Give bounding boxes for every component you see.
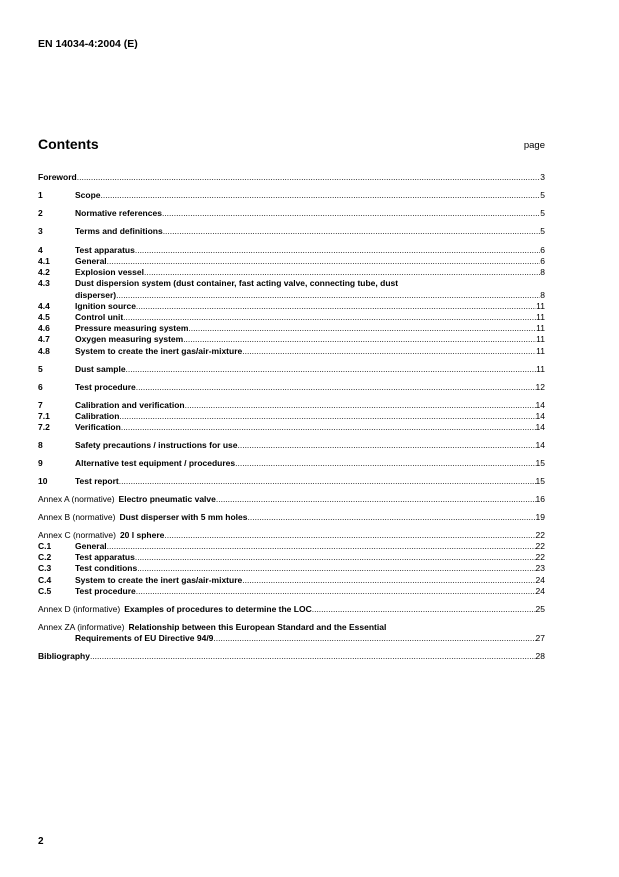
toc-entry-6[interactable] xyxy=(38,381,545,392)
toc-page: 22 xyxy=(535,552,545,563)
toc-number: 2 xyxy=(38,208,43,219)
toc-number: 9 xyxy=(38,457,43,468)
toc-label: System to create the inert gas/air-mixture xyxy=(75,574,243,585)
toc-page: 5 xyxy=(540,208,545,219)
toc-number: C.4 xyxy=(38,574,52,585)
toc-page: 16 xyxy=(535,493,545,504)
toc-page: 15 xyxy=(535,457,545,468)
toc-leader xyxy=(136,301,536,312)
toc-entry-4-4[interactable] xyxy=(38,301,545,312)
toc-entry-c-1[interactable] xyxy=(38,541,545,552)
toc-leader xyxy=(116,290,540,301)
toc-label: Pressure measuring system xyxy=(75,323,189,334)
toc-label: Dust dispersion system (dust container, fast acting valve, connecting tube, dust xyxy=(75,278,399,289)
toc-leader xyxy=(162,208,540,219)
toc-page: 5 xyxy=(540,226,545,237)
toc-leader xyxy=(144,267,540,278)
toc-label: Foreword xyxy=(38,172,77,183)
toc-label-continued: disperser) xyxy=(75,289,117,300)
contents-title: Contents xyxy=(38,136,99,152)
toc-leader xyxy=(123,312,536,323)
toc-label: Safety precautions / instructions for use xyxy=(75,439,238,450)
toc-label: 20 l sphere xyxy=(119,529,165,540)
toc-page: 25 xyxy=(535,603,545,614)
toc-number: 8 xyxy=(38,439,43,450)
toc-page: 11 xyxy=(536,334,545,345)
toc-page: 19 xyxy=(535,511,545,522)
toc-entry-5[interactable] xyxy=(38,363,545,374)
toc-number: 1 xyxy=(38,190,43,201)
toc-entry-4-7[interactable] xyxy=(38,334,545,345)
toc-page: 22 xyxy=(535,541,545,552)
toc-page: 14 xyxy=(535,439,545,450)
toc-entry-7-2[interactable] xyxy=(38,422,545,433)
toc-page: 22 xyxy=(535,529,545,540)
toc-page: 11 xyxy=(536,363,545,374)
toc-page: 3 xyxy=(540,172,545,183)
toc-label: Test apparatus xyxy=(75,244,135,255)
toc-annex-designation: Annex ZA (informative) xyxy=(38,621,125,632)
toc-leader xyxy=(164,530,535,541)
toc-number: C.1 xyxy=(38,541,52,552)
toc-label: Test procedure xyxy=(75,381,136,392)
toc-number: 4.1 xyxy=(38,256,50,267)
document-id: EN 14034-4:2004 (E) xyxy=(38,38,138,50)
toc-number: 10 xyxy=(38,475,48,486)
table-of-contents xyxy=(38,172,545,662)
toc-leader xyxy=(135,245,540,256)
toc-number: 6 xyxy=(38,381,43,392)
toc-number: 4.6 xyxy=(38,323,50,334)
toc-leader xyxy=(119,476,536,487)
toc-entry-annex-c[interactable] xyxy=(38,530,545,541)
toc-leader xyxy=(242,346,536,357)
toc-leader xyxy=(77,172,541,183)
toc-entry-7[interactable] xyxy=(38,399,545,410)
toc-label: Verification xyxy=(75,421,121,432)
toc-page: 11 xyxy=(536,345,545,356)
toc-page: 11 xyxy=(536,300,545,311)
toc-page: 24 xyxy=(535,585,545,596)
toc-label: Examples of procedures to determine the LOC xyxy=(124,603,312,614)
toc-entry-1[interactable] xyxy=(38,190,545,201)
toc-annex-designation: Annex A (normative) xyxy=(38,493,115,504)
toc-page: 14 xyxy=(535,421,545,432)
toc-leader xyxy=(126,364,537,375)
toc-entry-4-8[interactable] xyxy=(38,345,545,356)
toc-leader xyxy=(101,190,541,201)
toc-leader xyxy=(90,651,536,662)
toc-entry-8[interactable] xyxy=(38,440,545,451)
toc-entry-annex-za[interactable] xyxy=(38,622,545,644)
toc-entry-4-5[interactable] xyxy=(38,312,545,323)
toc-entry-annex-b[interactable] xyxy=(38,512,545,523)
toc-page: 14 xyxy=(535,399,545,410)
toc-label: Test report xyxy=(75,475,119,486)
toc-leader xyxy=(312,604,536,615)
toc-label: Test apparatus xyxy=(75,552,135,563)
toc-label: System to create the inert gas/air-mixture xyxy=(75,345,243,356)
toc-entry-foreword[interactable] xyxy=(38,172,545,183)
toc-number: 7.1 xyxy=(38,410,50,421)
toc-label: General xyxy=(75,541,107,552)
toc-leader xyxy=(121,422,536,433)
toc-entry-c-3[interactable] xyxy=(38,563,545,574)
toc-leader xyxy=(119,411,535,422)
toc-page: 11 xyxy=(536,323,545,334)
toc-number: 4 xyxy=(38,244,43,255)
toc-label: Terms and definitions xyxy=(75,226,163,237)
toc-number: 4.7 xyxy=(38,334,50,345)
page-number: 2 xyxy=(38,836,44,847)
toc-page: 6 xyxy=(540,244,545,255)
toc-leader xyxy=(135,552,536,563)
toc-number: 4.2 xyxy=(38,267,50,278)
toc-label: Normative references xyxy=(75,208,162,219)
toc-leader xyxy=(107,541,536,552)
toc-leader xyxy=(107,256,541,267)
toc-page: 14 xyxy=(535,410,545,421)
toc-label: General xyxy=(75,256,107,267)
toc-page: 11 xyxy=(536,312,545,323)
toc-entry-4[interactable] xyxy=(38,245,545,256)
toc-page: 8 xyxy=(540,289,545,300)
toc-leader xyxy=(216,494,536,505)
toc-page: 12 xyxy=(535,381,545,392)
toc-label-continued: Requirements of EU Directive 94/9 xyxy=(75,632,214,643)
toc-entry-annex-d[interactable] xyxy=(38,604,545,615)
toc-label: Calibration xyxy=(75,410,120,421)
toc-label: Oxygen measuring system xyxy=(75,334,184,345)
toc-leader xyxy=(163,226,541,237)
toc-entry-4-6[interactable] xyxy=(38,323,545,334)
toc-entry-2[interactable] xyxy=(38,208,545,219)
toc-entry-4-2[interactable] xyxy=(38,267,545,278)
toc-entry-3[interactable] xyxy=(38,226,545,237)
toc-label: Test conditions xyxy=(75,563,138,574)
page-column-label: page xyxy=(523,140,545,151)
toc-entry-c-2[interactable] xyxy=(38,552,545,563)
toc-leader xyxy=(235,458,535,469)
toc-page: 24 xyxy=(535,574,545,585)
toc-leader xyxy=(136,382,536,393)
toc-annex-designation: Annex B (normative) xyxy=(38,511,116,522)
toc-leader xyxy=(242,575,535,586)
toc-label: Control unit xyxy=(75,312,124,323)
toc-page: 27 xyxy=(535,632,545,643)
toc-label: Test procedure xyxy=(75,585,136,596)
toc-label: Alternative test equipment / procedures xyxy=(75,457,236,468)
toc-leader xyxy=(248,512,536,523)
toc-number: 5 xyxy=(38,363,43,374)
toc-leader xyxy=(136,586,536,597)
toc-label: Relationship between this European Standard and the Essential xyxy=(128,621,387,632)
toc-entry-c-4[interactable] xyxy=(38,574,545,585)
toc-label: Explosion vessel xyxy=(75,267,144,278)
toc-label: Dust sample xyxy=(75,363,126,374)
toc-leader xyxy=(188,323,536,334)
toc-annex-designation: Annex D (informative) xyxy=(38,603,121,614)
toc-leader xyxy=(213,633,535,644)
toc-entry-9[interactable] xyxy=(38,458,545,469)
toc-page: 28 xyxy=(535,650,545,661)
toc-label: Electro pneumatic valve xyxy=(118,493,216,504)
toc-number: 4.4 xyxy=(38,300,50,311)
toc-label: Bibliography xyxy=(38,650,90,661)
toc-leader xyxy=(185,400,536,411)
toc-number: 4.8 xyxy=(38,345,50,356)
toc-page: 23 xyxy=(535,563,545,574)
toc-entry-4-1[interactable] xyxy=(38,256,545,267)
toc-entry-4-3[interactable] xyxy=(38,278,545,300)
toc-label: Ignition source xyxy=(75,300,136,311)
toc-page: 8 xyxy=(540,267,545,278)
toc-number: 4.3 xyxy=(38,278,50,289)
toc-page: 6 xyxy=(540,256,545,267)
toc-leader xyxy=(237,440,535,451)
toc-number: C.5 xyxy=(38,585,52,596)
toc-leader xyxy=(183,334,536,345)
toc-page: 5 xyxy=(540,190,545,201)
toc-number: C.3 xyxy=(38,563,52,574)
toc-entry-c-5[interactable] xyxy=(38,586,545,597)
toc-entry-annex-a[interactable] xyxy=(38,494,545,505)
toc-number: 7.2 xyxy=(38,421,50,432)
toc-entry-7-1[interactable] xyxy=(38,411,545,422)
toc-label: Scope xyxy=(75,190,101,201)
toc-number: 3 xyxy=(38,226,43,237)
toc-annex-designation: Annex C (normative) xyxy=(38,529,116,540)
toc-number: 4.5 xyxy=(38,312,50,323)
toc-number: 7 xyxy=(38,399,43,410)
toc-leader xyxy=(137,563,535,574)
toc-page: 15 xyxy=(535,475,545,486)
toc-number: C.2 xyxy=(38,552,52,563)
toc-entry-10[interactable] xyxy=(38,476,545,487)
toc-label: Dust disperser with 5 mm holes xyxy=(119,511,248,522)
toc-label: Calibration and verification xyxy=(75,399,185,410)
toc-entry-bibliography[interactable] xyxy=(38,651,545,662)
